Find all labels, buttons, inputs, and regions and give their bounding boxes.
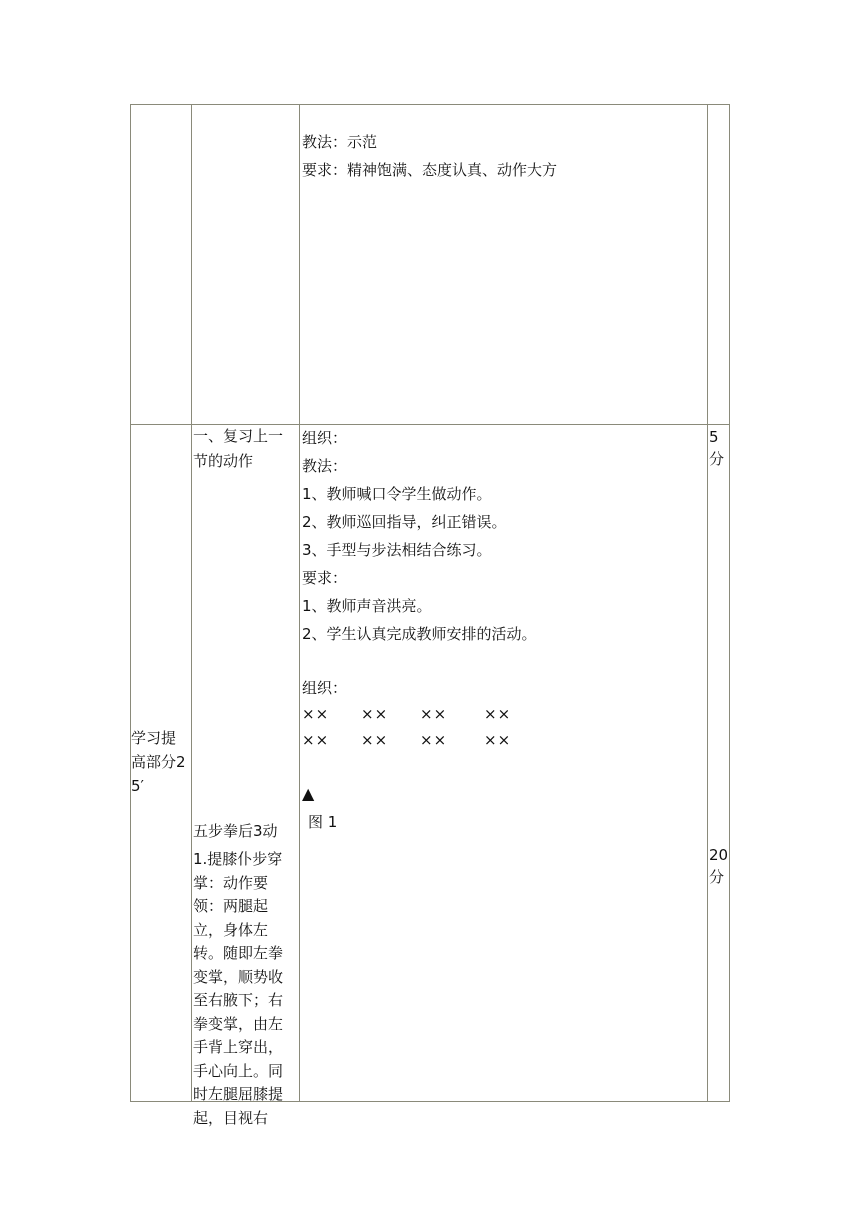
top-requirement-text: 要求：精神饱满、态度认真、动作大方 xyxy=(302,161,558,179)
column-divider-3 xyxy=(707,104,708,1102)
org-label-2: 组织： xyxy=(302,679,348,697)
column-divider-1 xyxy=(191,104,192,1102)
req-item-2: 2、学生认真完成教师安排的活动。 xyxy=(302,625,537,643)
req-item-1: 1、教师声音洪亮。 xyxy=(302,597,432,615)
column-divider-2 xyxy=(299,104,300,1102)
move-1-description: 1.提膝仆步穿掌：动作要领：两腿起立，身体左转。随即左拳变掌，顺势收至右腋下；右拳变掌，由左手背上穿出，手心向上。同时左腿屈膝提起，目视右 xyxy=(193,850,284,1127)
org-label: 组织： xyxy=(302,429,348,447)
five-step-time: 20分 xyxy=(709,846,729,886)
method-item-1: 1、教师喊口令学生做动作。 xyxy=(302,485,492,503)
formation-row-1-group-3: ×× xyxy=(420,705,448,723)
teacher-marker-icon: ▲ xyxy=(302,784,315,803)
figure-caption: 图 1 xyxy=(308,813,338,831)
formation-row-1-group-4: ×× xyxy=(484,705,512,723)
formation-row-2-group-3: ×× xyxy=(420,731,448,749)
formation-row-2-group-2: ×× xyxy=(361,731,389,749)
method-label: 教法： xyxy=(302,457,348,475)
review-title: 一、复习上一节的动作 xyxy=(193,427,284,470)
req-label: 要求： xyxy=(302,569,348,587)
formation-row-2-group-4: ×× xyxy=(484,731,512,749)
five-step-title: 五步拳后3动 xyxy=(193,822,278,840)
formation-row-1-group-1: ×× xyxy=(302,705,330,723)
method-item-2: 2、教师巡回指导，纠正错误。 xyxy=(302,513,507,531)
formation-row-1-group-2: ×× xyxy=(361,705,389,723)
section-label: 学习提高部分25′ xyxy=(131,729,186,795)
review-time: 5分 xyxy=(709,428,725,468)
top-method-text: 教法：示范 xyxy=(302,133,378,151)
formation-row-2-group-1: ×× xyxy=(302,731,330,749)
method-item-3: 3、手型与步法相结合练习。 xyxy=(302,541,492,559)
